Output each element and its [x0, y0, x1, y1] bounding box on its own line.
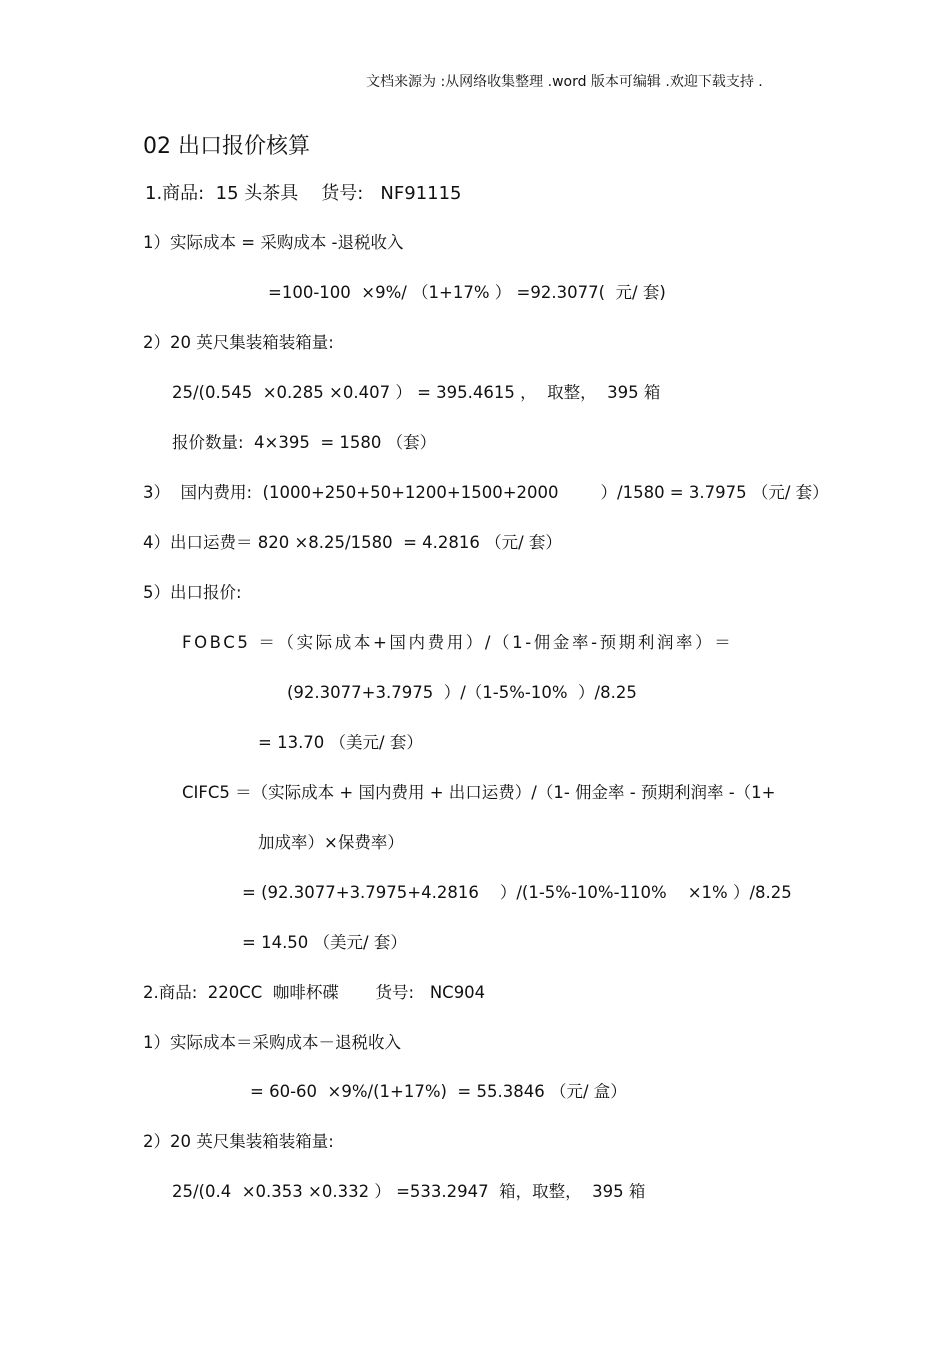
item-1-line-actual-cost-calc: =100-100 ×9%/ （1+17% ） =92.3077( 元/ 套) [268, 283, 666, 302]
item-1-line-fobc5-formula: FOBC5 ＝（实际成本+国内费用）/（1-佣金率-预期利润率）＝ [182, 633, 734, 652]
item-1-heading: 1.商品: 15 头茶具 货号: NF91115 [145, 183, 462, 204]
item-1-line-cifc5-result: = 14.50 （美元/ 套） [242, 933, 407, 952]
item-1-line-domestic-fee: 3） 国内费用: (1000+250+50+1200+1500+2000 ）/1580 = 3.7975 （元/ 套） [143, 483, 829, 502]
page-header-note: 文档来源为 :从网络收集整理 .word 版本可编辑 .欢迎下载支持 . [366, 74, 763, 90]
item-1-line-fobc5-result: = 13.70 （美元/ 套） [258, 733, 423, 752]
item-1-line-cifc5-formula: CIFC5 ＝（实际成本 + 国内费用 + 出口运费）/（1- 佣金率 - 预期利润率 -（1+ [182, 783, 776, 802]
item-1-line-cifc5-calc: = (92.3077+3.7975+4.2816 ）/(1-5%-10%-110% ×1% ）/8.25 [242, 883, 792, 902]
item-1-line-container-calc: 25/(0.545 ×0.285 ×0.407 ） = 395.4615 ， 取整， 395 箱 [172, 383, 661, 402]
item-2-line-container-calc: 25/(0.4 ×0.353 ×0.332 ） =533.2947 箱，取整， 395 箱 [172, 1182, 646, 1201]
item-1-line-quote-quantity: 报价数量: 4×395 = 1580 （套） [172, 433, 437, 452]
item-1-line-export-quote: 5）出口报价: [143, 583, 242, 602]
item-1-line-export-freight: 4）出口运费＝ 820 ×8.25/1580 = 4.2816 （元/ 套） [143, 533, 562, 552]
item-1-line-container-heading: 2）20 英尺集装箱装箱量: [143, 333, 334, 352]
item-1-line-actual-cost: 1）实际成本 = 采购成本 -退税收入 [143, 233, 404, 252]
item-2-line-container-heading: 2）20 英尺集装箱装箱量: [143, 1132, 334, 1151]
item-2-line-actual-cost-calc: = 60-60 ×9%/(1+17%) = 55.3846 （元/ 盒） [250, 1082, 627, 1101]
page-title: 02 出口报价核算 [143, 134, 310, 159]
item-2-heading: 2.商品: 220CC 咖啡杯碟 货号: NC904 [143, 983, 486, 1002]
item-1-line-cifc5-formula-cont: 加成率）×保费率） [258, 833, 404, 852]
item-1-line-fobc5-calc: (92.3077+3.7975 ）/（1-5%-10% ）/8.25 [287, 683, 637, 702]
item-2-line-actual-cost: 1）实际成本＝采购成本－退税收入 [143, 1033, 401, 1052]
